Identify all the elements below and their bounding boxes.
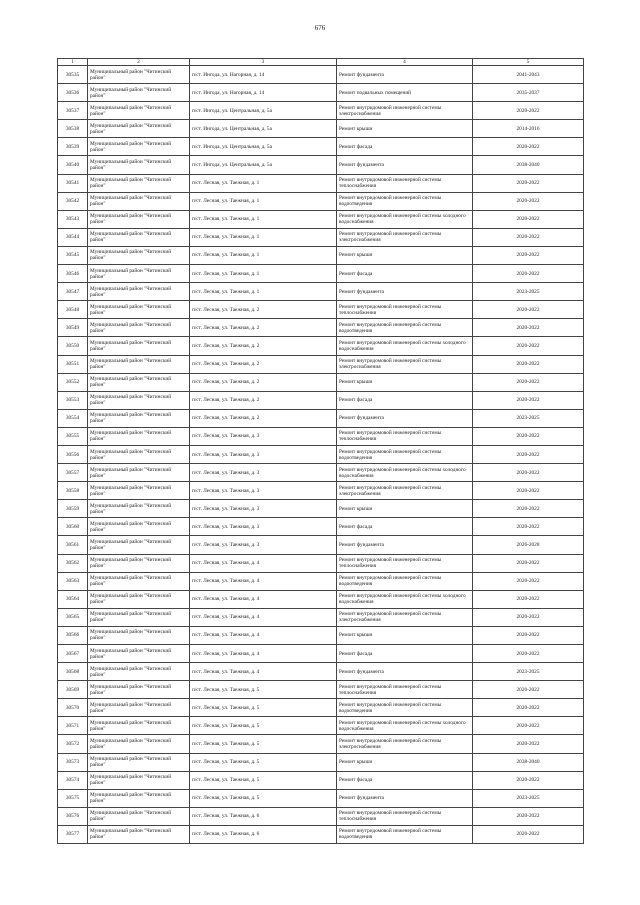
table-row <box>58 84 584 102</box>
row-number-cell: 30570 <box>58 699 88 717</box>
district-cell: Муниципальный район "Читинский район" <box>88 228 190 246</box>
address-cell: п/ст. Лесная, ул. Таежная, д. 4 <box>190 554 337 572</box>
address-cell: п/ст. Лесная, ул. Таежная, д. 3 <box>190 464 337 482</box>
district-cell: Муниципальный район "Читинский район" <box>88 771 190 789</box>
row-number-cell: 30540 <box>58 156 88 174</box>
work-type-cell: Ремонт фундамента <box>337 409 473 427</box>
period-cell: 2020-2022 <box>473 735 584 753</box>
work-type-cell: Ремонт внутридомовой инженерной системы холодного водоснабжения <box>337 717 473 735</box>
table-row <box>58 192 584 210</box>
work-type-cell: Ремонт крыши <box>337 500 473 518</box>
period-cell: 2020-2022 <box>473 138 584 156</box>
period-cell: 2020-2022 <box>473 265 584 283</box>
district-cell: Муниципальный район "Читинский район" <box>88 409 190 427</box>
table-header <box>58 59 584 66</box>
row-number-cell: 30563 <box>58 572 88 590</box>
period-cell: 2020-2022 <box>473 301 584 319</box>
period-cell: 2023-2025 <box>473 663 584 681</box>
table-body <box>58 66 584 844</box>
column-header: 3 <box>190 59 337 66</box>
period-cell: 2014-2016 <box>473 120 584 138</box>
row-number-cell: 30576 <box>58 807 88 825</box>
address-cell: п/ст. Ингода, ул. Нагорная, д. 14 <box>190 66 337 84</box>
work-type-cell: Ремонт крыши <box>337 753 473 771</box>
address-cell: п/ст. Лесная, ул. Таежная, д. 2 <box>190 337 337 355</box>
address-cell: п/ст. Лесная, ул. Таежная, д. 5 <box>190 717 337 735</box>
table-row <box>58 753 584 771</box>
table-row <box>58 789 584 807</box>
row-number-cell: 30560 <box>58 518 88 536</box>
table-row <box>58 120 584 138</box>
district-cell: Муниципальный район "Читинский район" <box>88 156 190 174</box>
table-row <box>58 427 584 445</box>
row-number-cell: 30549 <box>58 319 88 337</box>
table-row <box>58 265 584 283</box>
district-cell: Муниципальный район "Читинский район" <box>88 283 190 301</box>
period-cell: 2020-2022 <box>473 246 584 264</box>
address-cell: п/ст. Лесная, ул. Таежная, д. 1 <box>190 265 337 283</box>
address-cell: п/ст. Лесная, ул. Таежная, д. 4 <box>190 608 337 626</box>
row-number-cell: 30571 <box>58 717 88 735</box>
work-type-cell: Ремонт внутридомовой инженерной системы электроснабжения <box>337 102 473 120</box>
period-cell: 2035-2037 <box>473 84 584 102</box>
district-cell: Муниципальный район "Читинский район" <box>88 735 190 753</box>
table-row <box>58 554 584 572</box>
period-cell: 2020-2022 <box>473 500 584 518</box>
address-cell: п/ст. Лесная, ул. Таежная, д. 5 <box>190 771 337 789</box>
address-cell: п/ст. Лесная, ул. Таежная, д. 1 <box>190 228 337 246</box>
table-row <box>58 500 584 518</box>
address-cell: п/ст. Лесная, ул. Таежная, д. 2 <box>190 409 337 427</box>
work-type-cell: Ремонт внутридомовой инженерной системы теплоснабжения <box>337 681 473 699</box>
table-row <box>58 572 584 590</box>
table-row <box>58 391 584 409</box>
district-cell: Муниципальный район "Читинский район" <box>88 102 190 120</box>
district-cell: Муниципальный район "Читинский район" <box>88 355 190 373</box>
table-row <box>58 210 584 228</box>
work-type-cell: Ремонт крыши <box>337 246 473 264</box>
table-row <box>58 373 584 391</box>
district-cell: Муниципальный район "Читинский район" <box>88 753 190 771</box>
address-cell: п/ст. Лесная, ул. Таежная, д. 4 <box>190 590 337 608</box>
district-cell: Муниципальный район "Читинский район" <box>88 681 190 699</box>
district-cell: Муниципальный район "Читинский район" <box>88 663 190 681</box>
row-number-cell: 30551 <box>58 355 88 373</box>
work-type-cell: Ремонт внутридомовой инженерной системы водоотведения <box>337 319 473 337</box>
row-number-cell: 30567 <box>58 645 88 663</box>
period-cell: 2020-2022 <box>473 681 584 699</box>
district-cell: Муниципальный район "Читинский район" <box>88 391 190 409</box>
period-cell: 2038-2040 <box>473 156 584 174</box>
district-cell: Муниципальный район "Читинский район" <box>88 319 190 337</box>
address-cell: п/ст. Лесная, ул. Таежная, д. 6 <box>190 825 337 843</box>
row-number-cell: 30555 <box>58 427 88 445</box>
column-header: 5 <box>473 59 584 66</box>
period-cell: 2020-2022 <box>473 717 584 735</box>
period-cell: 2020-2022 <box>473 373 584 391</box>
address-cell: п/ст. Лесная, ул. Таежная, д. 3 <box>190 500 337 518</box>
row-number-cell: 30554 <box>58 409 88 427</box>
address-cell: п/ст. Лесная, ул. Таежная, д. 2 <box>190 301 337 319</box>
row-number-cell: 30558 <box>58 482 88 500</box>
row-number-cell: 30574 <box>58 771 88 789</box>
work-type-cell: Ремонт фасада <box>337 265 473 283</box>
address-cell: п/ст. Лесная, ул. Таежная, д. 5 <box>190 681 337 699</box>
work-type-cell: Ремонт фундамента <box>337 156 473 174</box>
district-cell: Муниципальный район "Читинский район" <box>88 427 190 445</box>
table-row <box>58 464 584 482</box>
period-cell: 2020-2022 <box>473 102 584 120</box>
period-cell: 2020-2022 <box>473 210 584 228</box>
district-cell: Муниципальный район "Читинский район" <box>88 645 190 663</box>
address-cell: п/ст. Лесная, ул. Таежная, д. 1 <box>190 192 337 210</box>
row-number-cell: 30553 <box>58 391 88 409</box>
district-cell: Муниципальный район "Читинский район" <box>88 482 190 500</box>
work-type-cell: Ремонт фасада <box>337 771 473 789</box>
row-number-cell: 30538 <box>58 120 88 138</box>
work-type-cell: Ремонт внутридомовой инженерной системы холодного водоснабжения <box>337 464 473 482</box>
row-number-cell: 30537 <box>58 102 88 120</box>
address-cell: п/ст. Ингода, ул. Центральная, д. 5а <box>190 156 337 174</box>
period-cell: 2020-2022 <box>473 572 584 590</box>
table-row <box>58 228 584 246</box>
address-cell: п/ст. Лесная, ул. Таежная, д. 1 <box>190 174 337 192</box>
work-type-cell: Ремонт внутридомовой инженерной системы водоотведения <box>337 699 473 717</box>
row-number-cell: 30573 <box>58 753 88 771</box>
address-cell: п/ст. Лесная, ул. Таежная, д. 4 <box>190 572 337 590</box>
table-row <box>58 283 584 301</box>
table-row <box>58 771 584 789</box>
address-cell: п/ст. Лесная, ул. Таежная, д. 5 <box>190 753 337 771</box>
work-type-cell: Ремонт фундамента <box>337 66 473 84</box>
district-cell: Муниципальный район "Читинский район" <box>88 699 190 717</box>
district-cell: Муниципальный район "Читинский район" <box>88 500 190 518</box>
row-number-cell: 30559 <box>58 500 88 518</box>
work-type-cell: Ремонт подвальных помещений <box>337 84 473 102</box>
row-number-cell: 30556 <box>58 445 88 463</box>
period-cell: 2038-2040 <box>473 753 584 771</box>
period-cell: 2020-2022 <box>473 771 584 789</box>
district-cell: Муниципальный район "Читинский район" <box>88 265 190 283</box>
row-number-cell: 30539 <box>58 138 88 156</box>
period-cell: 2020-2022 <box>473 228 584 246</box>
work-type-cell: Ремонт фундамента <box>337 789 473 807</box>
period-cell: 2020-2022 <box>473 445 584 463</box>
work-type-cell: Ремонт фундамента <box>337 663 473 681</box>
district-cell: Муниципальный район "Читинский район" <box>88 807 190 825</box>
work-type-cell: Ремонт внутридомовой инженерной системы водоотведения <box>337 825 473 843</box>
page-number: 676 <box>314 24 326 32</box>
district-cell: Муниципальный район "Читинский район" <box>88 246 190 264</box>
row-number-cell: 30577 <box>58 825 88 843</box>
work-type-cell: Ремонт крыши <box>337 626 473 644</box>
period-cell: 2020-2022 <box>473 482 584 500</box>
address-cell: п/ст. Ингода, ул. Центральная, д. 5а <box>190 138 337 156</box>
period-cell: 2020-2022 <box>473 337 584 355</box>
row-number-cell: 30562 <box>58 554 88 572</box>
row-number-cell: 30557 <box>58 464 88 482</box>
period-cell: 2023-2025 <box>473 789 584 807</box>
address-cell: п/ст. Лесная, ул. Таежная, д. 5 <box>190 699 337 717</box>
work-type-cell: Ремонт фундамента <box>337 536 473 554</box>
work-type-cell: Ремонт внутридомовой инженерной системы теплоснабжения <box>337 301 473 319</box>
table-row <box>58 337 584 355</box>
table-row <box>58 825 584 843</box>
period-cell: 2020-2022 <box>473 192 584 210</box>
table-row <box>58 138 584 156</box>
work-type-cell: Ремонт фундамента <box>337 283 473 301</box>
period-cell: 2020-2022 <box>473 355 584 373</box>
district-cell: Муниципальный район "Читинский район" <box>88 84 190 102</box>
row-number-cell: 30561 <box>58 536 88 554</box>
period-cell: 2020-2022 <box>473 518 584 536</box>
row-number-cell: 30572 <box>58 735 88 753</box>
work-type-cell: Ремонт внутридомовой инженерной системы холодного водоснабжения <box>337 590 473 608</box>
row-number-cell: 30547 <box>58 283 88 301</box>
table-row <box>58 626 584 644</box>
table-row <box>58 66 584 84</box>
row-number-cell: 30542 <box>58 192 88 210</box>
district-cell: Муниципальный район "Читинский район" <box>88 825 190 843</box>
district-cell: Муниципальный район "Читинский район" <box>88 717 190 735</box>
period-cell: 2023-2025 <box>473 409 584 427</box>
district-cell: Муниципальный район "Читинский район" <box>88 445 190 463</box>
row-number-cell: 30550 <box>58 337 88 355</box>
row-number-cell: 30543 <box>58 210 88 228</box>
table-row <box>58 807 584 825</box>
table-row <box>58 355 584 373</box>
address-cell: п/ст. Ингода, ул. Нагорная, д. 14 <box>190 84 337 102</box>
header-row <box>58 59 584 66</box>
column-header: 4 <box>337 59 473 66</box>
row-number-cell: 30566 <box>58 626 88 644</box>
table-row <box>58 699 584 717</box>
row-number-cell: 30564 <box>58 590 88 608</box>
period-cell: 2041-2043 <box>473 66 584 84</box>
address-cell: п/ст. Лесная, ул. Таежная, д. 1 <box>190 246 337 264</box>
period-cell: 2020-2022 <box>473 825 584 843</box>
row-number-cell: 30535 <box>58 66 88 84</box>
table-row <box>58 735 584 753</box>
row-number-cell: 30544 <box>58 228 88 246</box>
district-cell: Муниципальный район "Читинский район" <box>88 608 190 626</box>
address-cell: п/ст. Лесная, ул. Таежная, д. 3 <box>190 536 337 554</box>
period-cell: 2020-2022 <box>473 554 584 572</box>
district-cell: Муниципальный район "Читинский район" <box>88 192 190 210</box>
address-cell: п/ст. Лесная, ул. Таежная, д. 3 <box>190 482 337 500</box>
table-row <box>58 590 584 608</box>
district-cell: Муниципальный район "Читинский район" <box>88 572 190 590</box>
row-number-cell: 30565 <box>58 608 88 626</box>
period-cell: 2020-2022 <box>473 699 584 717</box>
period-cell: 2020-2022 <box>473 391 584 409</box>
district-cell: Муниципальный район "Читинский район" <box>88 464 190 482</box>
table-row <box>58 174 584 192</box>
work-type-cell: Ремонт внутридомовой инженерной системы электроснабжения <box>337 228 473 246</box>
period-cell: 2020-2022 <box>473 807 584 825</box>
address-cell: п/ст. Лесная, ул. Таежная, д. 4 <box>190 626 337 644</box>
work-type-cell: Ремонт внутридомовой инженерной системы водоотведения <box>337 445 473 463</box>
row-number-cell: 30548 <box>58 301 88 319</box>
work-type-cell: Ремонт фасада <box>337 391 473 409</box>
table-row <box>58 608 584 626</box>
district-cell: Муниципальный район "Читинский район" <box>88 554 190 572</box>
repair-schedule-table <box>57 58 584 844</box>
period-cell: 2020-2022 <box>473 645 584 663</box>
address-cell: п/ст. Лесная, ул. Таежная, д. 4 <box>190 645 337 663</box>
district-cell: Муниципальный район "Читинский район" <box>88 120 190 138</box>
table-row <box>58 445 584 463</box>
period-cell: 2020-2022 <box>473 626 584 644</box>
district-cell: Муниципальный район "Читинский район" <box>88 789 190 807</box>
address-cell: п/ст. Лесная, ул. Таежная, д. 1 <box>190 210 337 228</box>
table-row <box>58 663 584 681</box>
work-type-cell: Ремонт внутридомовой инженерной системы электроснабжения <box>337 735 473 753</box>
address-cell: п/ст. Лесная, ул. Таежная, д. 3 <box>190 427 337 445</box>
period-cell: 2020-2022 <box>473 590 584 608</box>
work-type-cell: Ремонт внутридомовой инженерной системы электроснабжения <box>337 355 473 373</box>
district-cell: Муниципальный район "Читинский район" <box>88 66 190 84</box>
table-row <box>58 681 584 699</box>
address-cell: п/ст. Ингода, ул. Центральная, д. 5а <box>190 102 337 120</box>
row-number-cell: 30546 <box>58 265 88 283</box>
table-row <box>58 301 584 319</box>
column-header: 2 <box>88 59 190 66</box>
table-row <box>58 156 584 174</box>
period-cell: 2023-2025 <box>473 283 584 301</box>
table-row <box>58 319 584 337</box>
address-cell: п/ст. Лесная, ул. Таежная, д. 2 <box>190 319 337 337</box>
work-type-cell: Ремонт фасада <box>337 645 473 663</box>
work-type-cell: Ремонт внутридомовой инженерной системы холодного водоснабжения <box>337 210 473 228</box>
period-cell: 2020-2022 <box>473 464 584 482</box>
work-type-cell: Ремонт внутридомовой инженерной системы электроснабжения <box>337 482 473 500</box>
address-cell: п/ст. Лесная, ул. Таежная, д. 5 <box>190 735 337 753</box>
row-number-cell: 30536 <box>58 84 88 102</box>
row-number-cell: 30545 <box>58 246 88 264</box>
address-cell: п/ст. Лесная, ул. Таежная, д. 6 <box>190 807 337 825</box>
district-cell: Муниципальный район "Читинский район" <box>88 518 190 536</box>
address-cell: п/ст. Лесная, ул. Таежная, д. 3 <box>190 518 337 536</box>
district-cell: Муниципальный район "Читинский район" <box>88 536 190 554</box>
district-cell: Муниципальный район "Читинский район" <box>88 626 190 644</box>
address-cell: п/ст. Лесная, ул. Таежная, д. 4 <box>190 663 337 681</box>
district-cell: Муниципальный район "Читинский район" <box>88 138 190 156</box>
row-number-cell: 30569 <box>58 681 88 699</box>
period-cell: 2020-2022 <box>473 427 584 445</box>
work-type-cell: Ремонт внутридомовой инженерной системы теплоснабжения <box>337 807 473 825</box>
table-row <box>58 409 584 427</box>
table-row <box>58 482 584 500</box>
address-cell: п/ст. Лесная, ул. Таежная, д. 2 <box>190 373 337 391</box>
work-type-cell: Ремонт крыши <box>337 373 473 391</box>
period-cell: 2020-2022 <box>473 319 584 337</box>
district-cell: Муниципальный район "Читинский район" <box>88 174 190 192</box>
address-cell: п/ст. Лесная, ул. Таежная, д. 1 <box>190 283 337 301</box>
row-number-cell: 30541 <box>58 174 88 192</box>
period-cell: 2026-2028 <box>473 536 584 554</box>
address-cell: п/ст. Лесная, ул. Таежная, д. 3 <box>190 445 337 463</box>
work-type-cell: Ремонт фасада <box>337 518 473 536</box>
table-row <box>58 536 584 554</box>
table-row <box>58 518 584 536</box>
work-type-cell: Ремонт внутридомовой инженерной системы водоотведения <box>337 192 473 210</box>
table-row <box>58 645 584 663</box>
district-cell: Муниципальный район "Читинский район" <box>88 373 190 391</box>
work-type-cell: Ремонт фасада <box>337 138 473 156</box>
period-cell: 2020-2022 <box>473 608 584 626</box>
district-cell: Муниципальный район "Читинский район" <box>88 301 190 319</box>
table-row <box>58 246 584 264</box>
address-cell: п/ст. Лесная, ул. Таежная, д. 5 <box>190 789 337 807</box>
work-type-cell: Ремонт внутридомовой инженерной системы водоотведения <box>337 572 473 590</box>
work-type-cell: Ремонт внутридомовой инженерной системы холодного водоснабжения <box>337 337 473 355</box>
work-type-cell: Ремонт внутридомовой инженерной системы теплоснабжения <box>337 554 473 572</box>
row-number-cell: 30552 <box>58 373 88 391</box>
table-row <box>58 717 584 735</box>
row-number-cell: 30575 <box>58 789 88 807</box>
table-row <box>58 102 584 120</box>
work-type-cell: Ремонт крыши <box>337 120 473 138</box>
column-header: 1 <box>58 59 88 66</box>
work-type-cell: Ремонт внутридомовой инженерной системы электроснабжения <box>337 608 473 626</box>
address-cell: п/ст. Ингода, ул. Центральная, д. 5а <box>190 120 337 138</box>
district-cell: Муниципальный район "Читинский район" <box>88 210 190 228</box>
work-type-cell: Ремонт внутридомовой инженерной системы теплоснабжения <box>337 427 473 445</box>
work-type-cell: Ремонт внутридомовой инженерной системы теплоснабжения <box>337 174 473 192</box>
district-cell: Муниципальный район "Читинский район" <box>88 590 190 608</box>
period-cell: 2020-2022 <box>473 174 584 192</box>
address-cell: п/ст. Лесная, ул. Таежная, д. 2 <box>190 391 337 409</box>
address-cell: п/ст. Лесная, ул. Таежная, д. 2 <box>190 355 337 373</box>
row-number-cell: 30568 <box>58 663 88 681</box>
district-cell: Муниципальный район "Читинский район" <box>88 337 190 355</box>
